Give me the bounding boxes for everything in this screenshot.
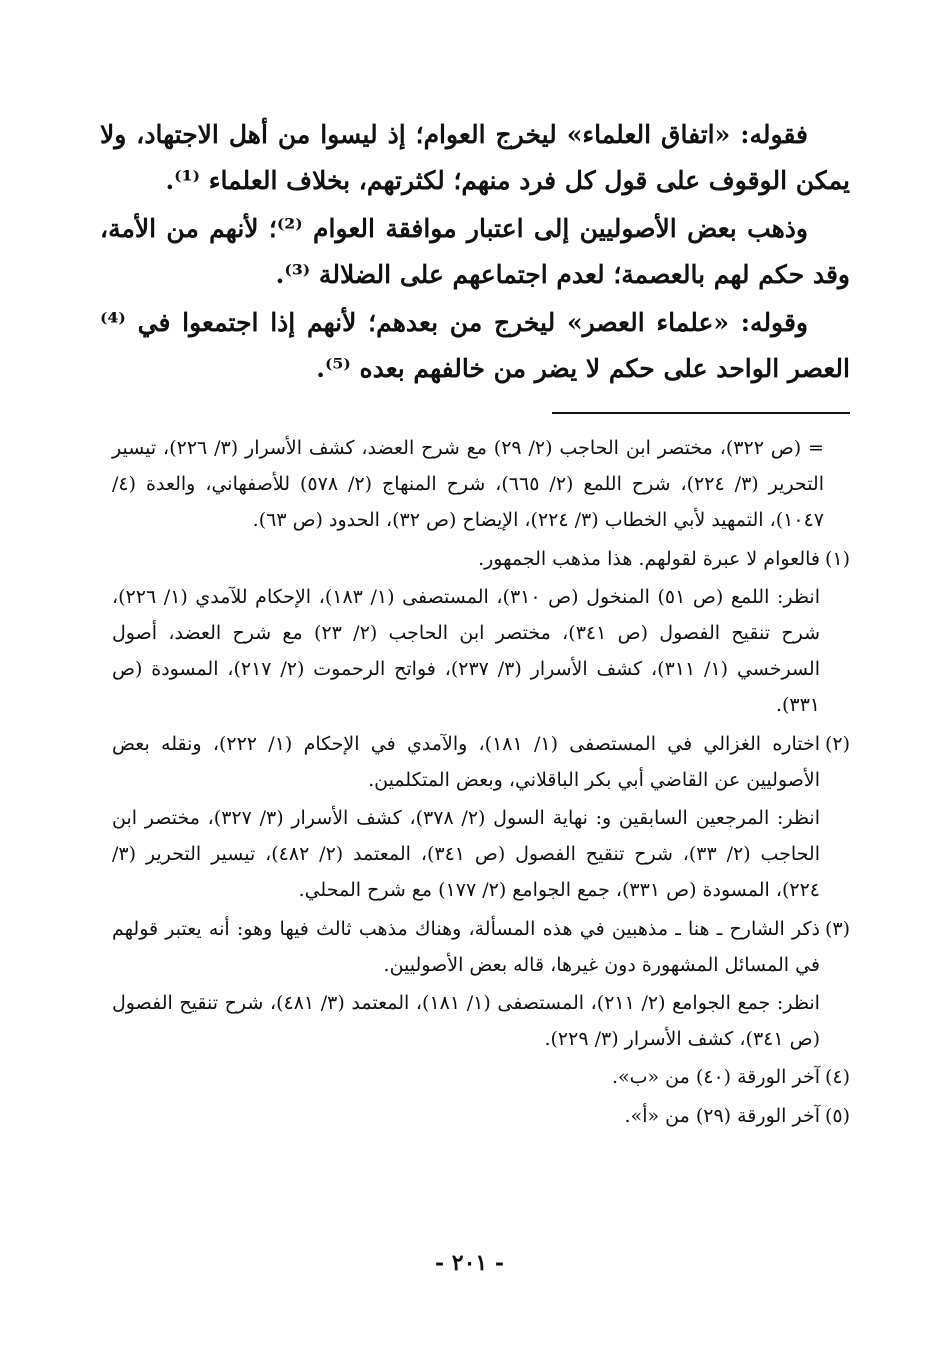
footnote-text: آخر الورقة (٢٩) من «أ». [624,1104,820,1127]
footnote-references: انظر: المرجعين السابقين و: نهاية السول (٢/ ٣٧٨)، كشف الأسرار (٣/ ٣٢٧)، مختصر ابن الحاجب (٢/ ٣٣)، شرح تنقيح الفصول (ص ٣٤١)، المعتمد (٢/ ٤٨٢)، تيسير التحرير (٣/ ٢٢٤)، المسودة (ص ٣٣١)، جمع الجوامع (٢/ ١٧٧) مع شرح المحلي. [112,807,821,902]
footnote-2 [112,726,850,798]
footnote-number: (٥) [824,1104,850,1127]
main-paragraph: وذهب بعض الأصوليين إلى اعتبار موافقة العوام ⁽²⁾؛ لأنهم من الأمة، وقد حكم لهم بالعصمة؛ لعدم اجتماعهم على الضلالة ⁽³⁾. [100,214,850,289]
footnote-number: (٤) [824,1066,850,1089]
page-number: - ٢٠١ - [434,1250,505,1276]
footnote-text: آخر الورقة (٤٠) من «ب». [611,1066,820,1089]
footnotes [112,430,850,1136]
footnote-text: فالعوام لا عبرة لقولهم. هذا مذهب الجمهور. [478,547,820,570]
footnote-5 [112,1098,850,1134]
footnote-references: انظر: جمع الجوامع (٢/ ٢١١)، المستصفى (١/ ١٨١)، المعتمد (٣/ ٤٨١)، شرح تنقيح الفصول (ص ٣٤١)، كشف الأسرار (٣/ ٢٢٩). [112,992,820,1051]
footnote-1 [112,541,850,577]
footnote-number: (١) [824,547,850,570]
footnote-separator [552,412,850,414]
footnote-3 [112,911,850,983]
main-text [100,112,850,394]
footnote-number: (٢) [824,732,850,755]
footnote-text: ذكر الشارح ـ هنا ـ مذهبين في هذه المسألة، وهناك مذهب ثالث فيها وهو: أنه يعتبر قولهم في المسائل المشهورة دون غيرها، قاله بعض الأصوليين. [112,917,820,976]
main-paragraph: فقوله: «اتفاق العلماء» ليخرج العوام؛ إذ ليسوا من أهل الاجتهاد، ولا يمكن الوقوف على قول كل فرد منهم؛ لكثرتهم، بخلاف العلماء ⁽¹⁾. [100,120,850,195]
footnote-text: اختاره الغزالي في المستصفى (١/ ١٨١)، والآمدي في الإحكام (١/ ٢٢٢)، ونقله بعض الأصوليين عن القاضي أبي بكر الباقلاني، وبعض المتكلمين. [112,732,820,791]
main-paragraph: وقوله: «علماء العصر» ليخرج من بعدهم؛ لأنهم إذا اجتمعوا في ⁽⁴⁾ العصر الواحد على حكم لا يضر من خالفهم بعده ⁽⁵⁾. [100,308,850,383]
footnote-4 [112,1059,850,1095]
footnote-continuation: = (ص ٣٢٢)، مختصر ابن الحاجب (٢/ ٢٩) مع شرح العضد، كشف الأسرار (٣/ ٢٢٦)، تيسير التحرير (٣/ ٢٢٤)، شرح اللمع (٢/ ٦٦٥)، شرح المنهاج (٢/ ٥٧٨) للأصفهاني، والعدة (٤/ ١٠٤٧)، التمهيد لأبي الخطاب (٣/ ٢٢٤)، الإيضاح (ص ٣٢)، الحدود (ص ٦٣). [112,437,824,532]
footnote-number: (٣) [824,917,850,940]
footnote-references: انظر: اللمع (ص ٥١) المنخول (ص ٣١٠)، المستصفى (١/ ١٨٣)، الإحكام للآمدي (١/ ٢٢٦)، شرح تنقيح الفصول (ص ٣٤١)، مختصر ابن الحاجب (٢/ ٢٣) مع شرح العضد، أصول السرخسي (١/ ٣١١)، كشف الأسرار (٣/ ٢٣٧)، فواتح الرحموت (٢/ ٢١٧)، المسودة (ص ٣٣١). [112,585,820,717]
